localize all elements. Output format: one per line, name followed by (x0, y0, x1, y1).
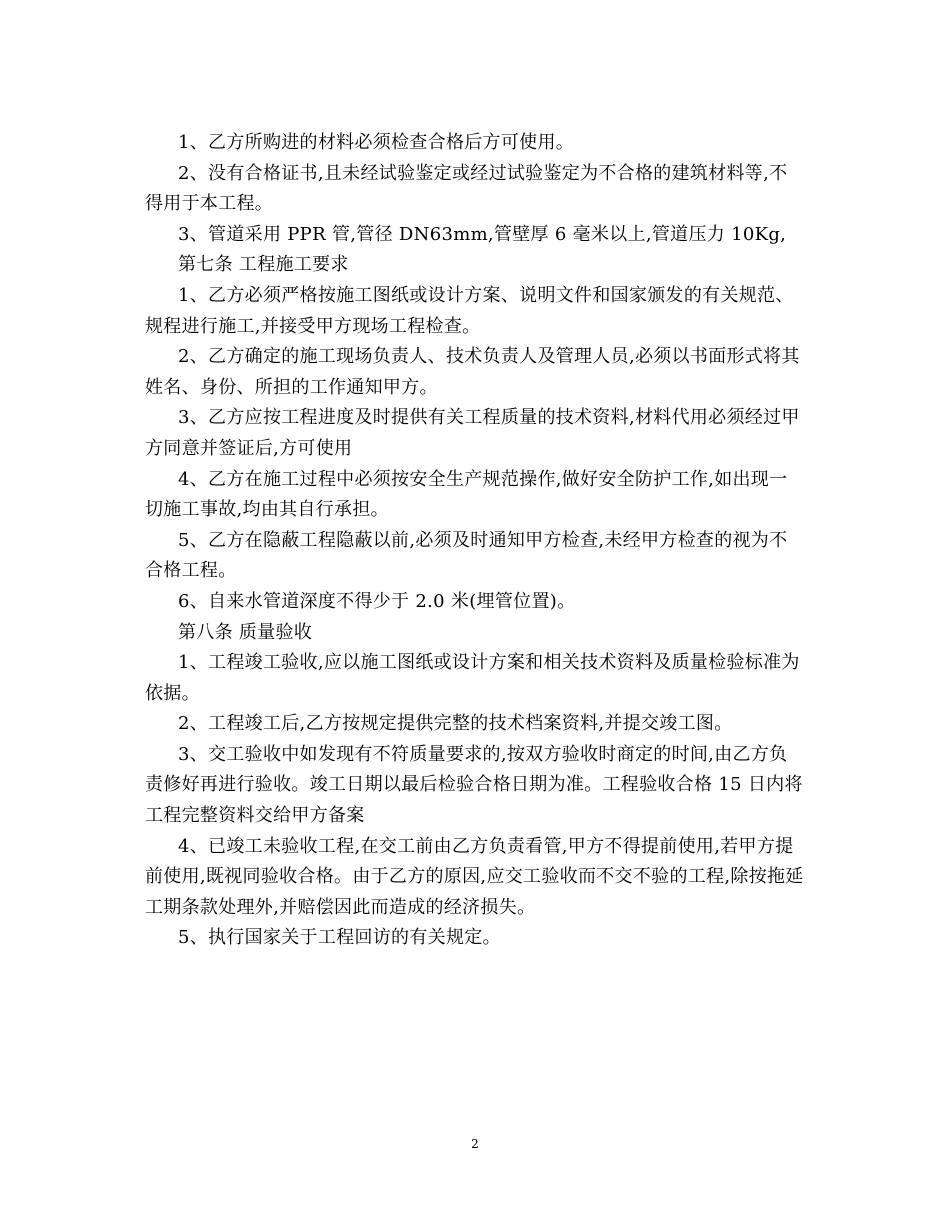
paragraph: 2、没有合格证书,且未经试验鉴定或经过试验鉴定为不合格的建筑材料等,不得用于本工程。 (145, 162, 788, 215)
paragraph: 1、乙方所购进的材料必须检查合格后方可使用。 (178, 132, 575, 153)
paragraph: 2、乙方确定的施工现场负责人、技术负责人及管理人员,必须以书面形式将其姓名、身份、所担的工作通知甲方。 (145, 346, 800, 398)
paragraph: 3、交工验收中如发现有不符质量要求的,按双方验收时商定的时间,由乙方负责修好再进行验收。竣工日期以最后检验合格日期为准。工程验收合格 15 日内将工程完整资料交给甲方备案 (145, 743, 803, 827)
paragraph: 6、自来水管道深度不得少于 2.0 米(埋管位置)。 (178, 590, 576, 612)
paragraph: 3、乙方应按工程进度及时提供有关工程质量的技术资料,材料代用必须经过甲方同意并签证后,方可使用 (145, 407, 800, 459)
paragraph: 1、工程竣工验收,应以施工图纸或设计方案和相关技术资料及质量检验标准为依据。 (145, 652, 800, 704)
page-number: 2 (471, 1137, 479, 1151)
document-body (145, 128, 805, 954)
paragraph: 4、已竣工未验收工程,在交工前由乙方负责看管,甲方不得提前使用,若甲方提前使用,既视同验收合格。由于乙方的原因,应交工验收而不交不验的工程,除按拖延工期条款处理外,并赔偿因此而造成的经济损失。 (145, 835, 804, 918)
paragraph: 5、执行国家关于工程回访的有关规定。 (178, 927, 501, 949)
paragraph: 5、乙方在隐蔽工程隐蔽以前,必须及时通知甲方检查,未经甲方检查的视为不合格工程。 (145, 529, 788, 582)
paragraph: 3、管道采用 PPR 管,管径 DN63mm,管壁厚 6 毫米以上,管道压力 10Kg, (178, 223, 787, 245)
paragraph: 4、乙方在施工过程中必须按安全生产规范操作,做好安全防护工作,如出现一切施工事故,均由其自行承担。 (145, 468, 788, 521)
paragraph: 1、乙方必须严格按施工图纸或设计方案、说明文件和国家颁发的有关规范、规程进行施工,并接受甲方现场工程检查。 (145, 284, 794, 337)
section-heading-7: 第七条 工程施工要求 (178, 254, 349, 276)
section-heading-8: 第八条 质量验收 (178, 621, 313, 643)
paragraph: 2、工程竣工后,乙方按规定提供完整的技术档案资料,并提交竣工图。 (178, 713, 733, 735)
